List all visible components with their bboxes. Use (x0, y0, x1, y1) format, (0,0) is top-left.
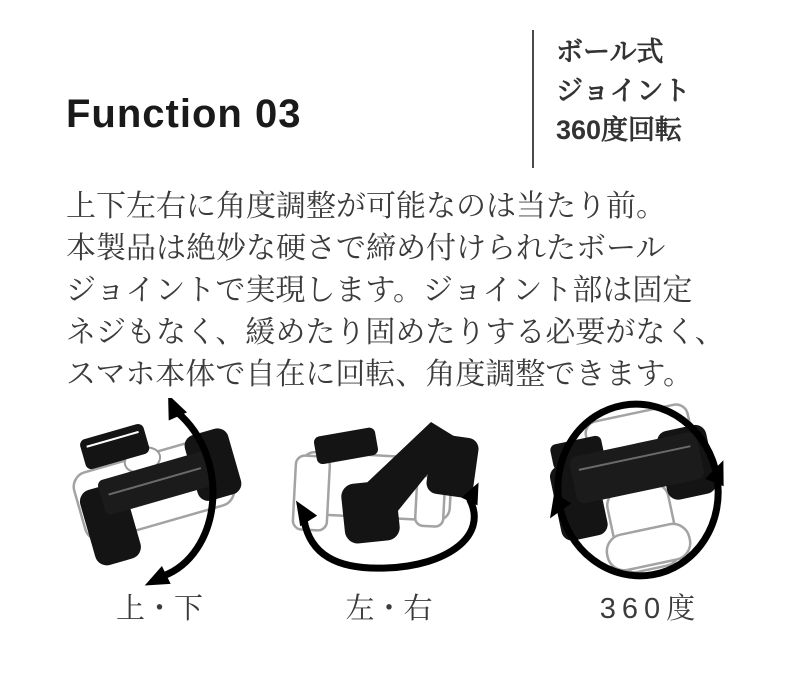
feature-description (66, 186, 756, 396)
description-line: ネジもなく、緩めたり固めたりする必要がなく、 (66, 316, 725, 349)
side-note-line: ジョイント (556, 76, 691, 106)
side-note-line: 360度回転 (556, 115, 683, 145)
description-line: スマホ本体で自在に回転、角度調整できます。 (66, 358, 693, 391)
figure-label-leftright: 左・右 (345, 593, 433, 625)
description-line: ジョイントで実現します。ジョイント部は固定 (66, 274, 693, 307)
phone-holder-swivel-leftright-icon (283, 398, 495, 590)
description-line: 本製品は絶妙な硬さで締め付けられたボール (66, 232, 666, 265)
phone-holder-rotate-360-icon (540, 398, 755, 590)
side-note-line: ボール式 (556, 37, 664, 67)
figure-updown (62, 398, 257, 626)
feature-side-note (556, 33, 690, 150)
figure-360 (540, 398, 755, 626)
page-title: Function 03 (66, 92, 302, 136)
description-line: 上下左右に角度調整が可能なのは当たり前。 (66, 190, 666, 223)
figure-label-360: 360度 (599, 593, 702, 625)
figure-label-updown: 上・下 (115, 593, 203, 625)
phone-holder-tilt-updown-icon (62, 398, 257, 590)
figure-leftright (283, 398, 495, 626)
vertical-divider (532, 30, 534, 168)
